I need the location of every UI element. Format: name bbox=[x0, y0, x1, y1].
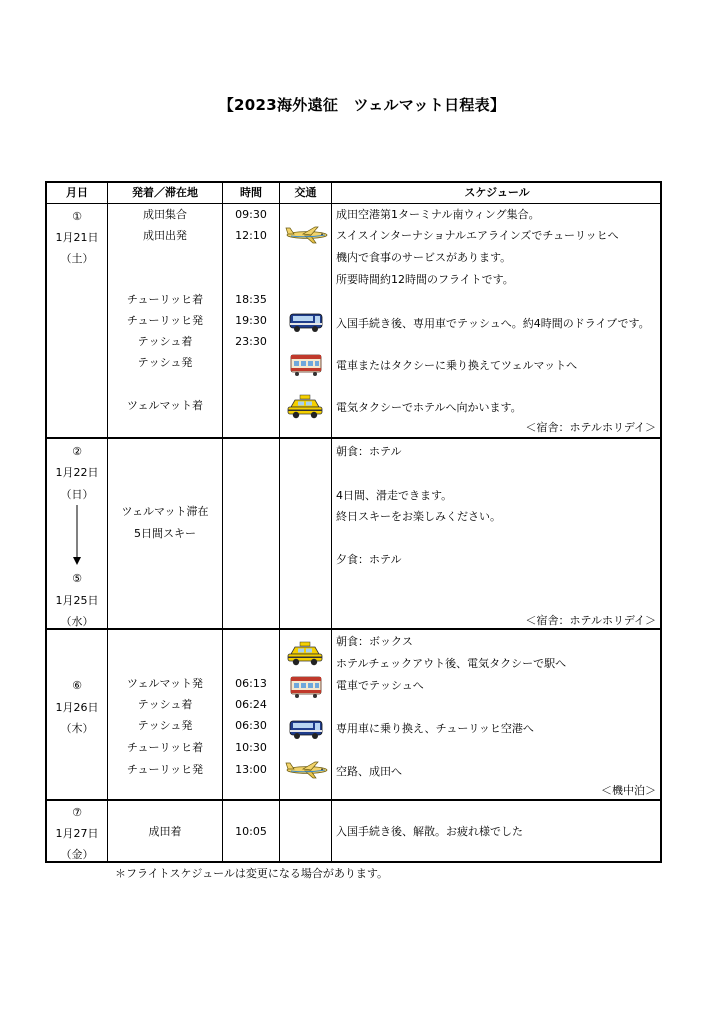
schedule-line: 成田空港第1ターミナル南ウィング集合。 bbox=[336, 208, 540, 221]
day-date: 1月21日 bbox=[55, 231, 99, 244]
day-weekday: （木） bbox=[60, 722, 94, 735]
place: チューリッヒ発 bbox=[126, 314, 204, 327]
day-number: ① bbox=[72, 210, 82, 223]
place: ツェルマット滞在 bbox=[121, 505, 209, 518]
header-schedule: スケジュール bbox=[464, 186, 530, 199]
lodging-note: ＜機中泊＞ bbox=[601, 784, 656, 797]
airplane-icon bbox=[285, 225, 329, 245]
train-icon bbox=[288, 353, 324, 377]
place: 成田出発 bbox=[143, 229, 187, 242]
page-title: 【2023海外遠征 ツェルマット日程表】 bbox=[218, 96, 506, 114]
schedule-line: 機内で食事のサービスがあります。 bbox=[336, 251, 512, 264]
schedule-table bbox=[45, 181, 662, 863]
day-date: 1月26日 bbox=[55, 701, 99, 714]
schedule-line: 夕食：ホテル bbox=[336, 553, 402, 566]
day-number: ⑦ bbox=[72, 806, 82, 819]
schedule-line: 電気タクシーでホテルへ向かいます。 bbox=[336, 401, 522, 414]
lodging-note: ＜宿舎：ホテルホリデイ＞ bbox=[525, 614, 656, 627]
place: ツェルマット着 bbox=[126, 399, 204, 412]
schedule-line: 専用車に乗り換え、チューリッヒ空港へ bbox=[336, 722, 534, 735]
time: 10:30 bbox=[235, 741, 267, 754]
lodging-note: ＜宿舎：ホテルホリデイ＞ bbox=[525, 421, 656, 434]
day-date-end: 1月25日 bbox=[55, 594, 99, 607]
place: 5日間スキー bbox=[134, 527, 196, 540]
header-date: 月日 bbox=[66, 186, 88, 199]
schedule-line: 朝食：ボックス bbox=[336, 635, 413, 648]
time: 06:13 bbox=[235, 677, 267, 690]
day-weekday: （金） bbox=[60, 848, 94, 861]
time: 09:30 bbox=[235, 208, 267, 221]
schedule-line: 電車でテッシュへ bbox=[336, 679, 424, 692]
footnote: ＊フライトスケジュールは変更になる場合があります。 bbox=[115, 867, 389, 880]
schedule-line: 電車またはタクシーに乗り換えてツェルマットへ bbox=[336, 359, 578, 372]
day-weekday: （日） bbox=[60, 488, 94, 501]
schedule-line: 入国手続き後、専用車でテッシュへ。約4時間のドライブです。 bbox=[336, 317, 650, 330]
place: 成田集合 bbox=[143, 208, 187, 221]
place: ツェルマット発 bbox=[126, 677, 204, 690]
header-place: 発着／滞在地 bbox=[132, 186, 198, 199]
taxi-icon bbox=[286, 641, 324, 667]
time: 06:30 bbox=[235, 719, 267, 732]
schedule-line: 空路、成田へ bbox=[336, 765, 402, 778]
schedule-line: 入国手続き後、解散。お疲れ様でした bbox=[336, 825, 523, 838]
time: 12:10 bbox=[235, 229, 267, 242]
day-weekday-end: （水） bbox=[60, 615, 94, 628]
place: チューリッヒ発 bbox=[126, 763, 204, 776]
airplane-icon bbox=[285, 760, 329, 780]
header-transport: 交通 bbox=[294, 186, 317, 199]
taxi-icon bbox=[286, 394, 324, 420]
schedule-line: 4日間、滑走できます。 bbox=[336, 489, 453, 502]
place: テッシュ発 bbox=[137, 719, 193, 732]
time: 10:05 bbox=[235, 825, 267, 838]
schedule-line: スイスインターナショナルエアラインズでチューリッヒへ bbox=[336, 229, 619, 242]
schedule-line: 朝食：ホテル bbox=[336, 445, 402, 458]
day-date: 1月22日 bbox=[55, 466, 99, 479]
train-icon bbox=[288, 675, 324, 699]
day-number-end: ⑤ bbox=[72, 572, 82, 585]
schedule-line: 所要時間約12時間のフライトです。 bbox=[336, 273, 514, 286]
arrow-down-icon bbox=[71, 505, 83, 567]
place: 成田着 bbox=[148, 825, 182, 838]
bus-icon bbox=[288, 311, 324, 333]
day-number: ⑥ bbox=[72, 679, 82, 692]
time: 18:35 bbox=[235, 293, 267, 306]
day-date: 1月27日 bbox=[55, 827, 99, 840]
time: 19:30 bbox=[235, 314, 267, 327]
time: 06:24 bbox=[235, 698, 267, 711]
time: 13:00 bbox=[235, 763, 267, 776]
place: テッシュ着 bbox=[137, 335, 193, 348]
day-number: ② bbox=[72, 445, 82, 458]
schedule-line: ホテルチェックアウト後、電気タクシーで駅へ bbox=[336, 657, 567, 670]
schedule-line: 終日スキーをお楽しみください。 bbox=[336, 510, 501, 523]
bus-icon bbox=[288, 718, 324, 740]
place: チューリッヒ着 bbox=[126, 741, 204, 754]
place: テッシュ着 bbox=[137, 698, 193, 711]
day-weekday: （土） bbox=[60, 252, 94, 265]
place: テッシュ発 bbox=[137, 356, 193, 369]
header-time: 時間 bbox=[240, 186, 262, 199]
time: 23:30 bbox=[235, 335, 267, 348]
place: チューリッヒ着 bbox=[126, 293, 204, 306]
